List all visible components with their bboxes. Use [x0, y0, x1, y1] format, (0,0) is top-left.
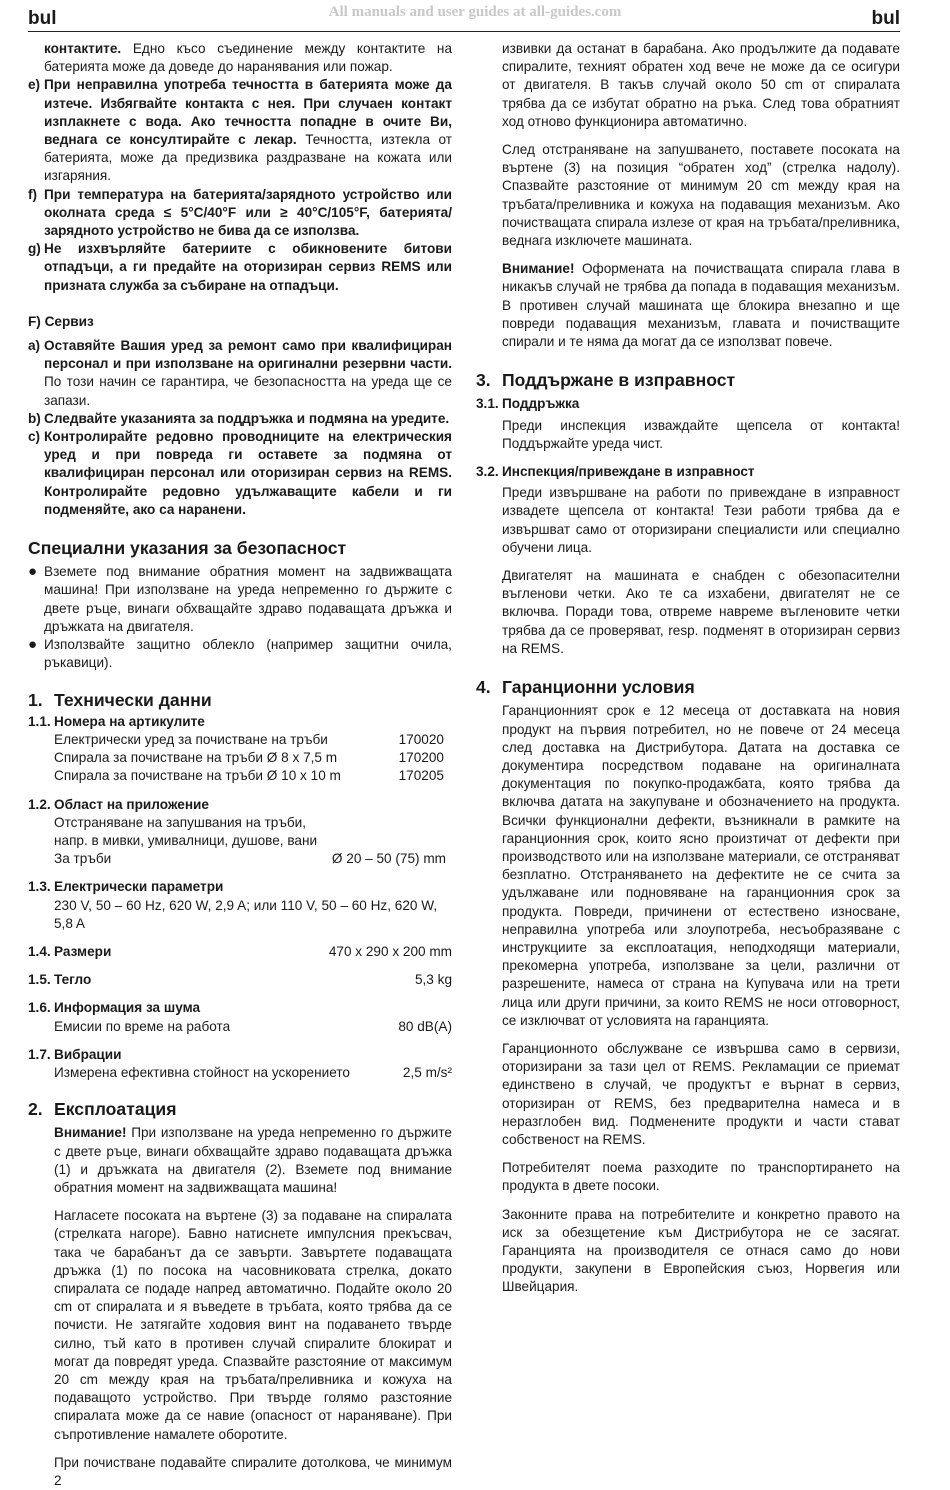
- section-1-4-heading: 1.4. Размери 470 x 290 x 200 mm: [28, 943, 452, 959]
- warranty-text-4: Законните права на потребителите и конкретно правото на иск за обезщетение към Дистрибутора не се засягат. Гаранцията на производителя се отнася само до нови продукти, закупени в Европейския съюз, Норвегия или Швейцария.: [502, 1206, 900, 1295]
- vibration-row: Измерена ефективна стойност на ускорението 2,5 m/s²: [54, 1064, 452, 1080]
- service-item-c: c) Контролирайте редовно проводниците на електрическия уред и при повреда ги оставете за подмяна от квалифициран персонал или оторизиран сервиз на REMS. Контролирайте редовно удължаващите кабели и ги подменяйте, ако са наранени.: [28, 429, 452, 517]
- article-numbers: [28, 731, 452, 786]
- section-2-heading: 2. Експлоатация: [28, 1099, 177, 1120]
- section-1-heading: 1. Технически данни: [28, 689, 212, 710]
- section-3-1-heading: 3.1. Поддръжка: [476, 396, 580, 412]
- header-language-left: bul: [28, 8, 57, 29]
- maintenance-text: Преди инспекция изваждайте щепсела от контакта! Поддържайте уреда чист.: [502, 417, 900, 451]
- table-row: Електрически уред за почистване на тръби 170020: [54, 731, 444, 747]
- section-3-heading: 3. Поддържане в изправност: [476, 370, 736, 391]
- electrical-params: 230 V, 50 – 60 Hz, 620 W, 2,9 A; или 110 V, 50 – 60 Hz, 620 W, 5,8 A: [54, 897, 438, 931]
- watermark: All manuals and user guides at all-guides.com: [328, 4, 622, 20]
- service-heading: F) Сервиз: [28, 313, 94, 329]
- warranty-text-3: Потребителят поема разходите по транспортирането на продукта в двете посоки.: [502, 1160, 900, 1194]
- warranty-text-1: Гаранционният срок е 12 месеца от доставката на новия продукт на първия потребител, но не повече от 24 месеца след доставка на Дистрибутора. Датата на доставка се документира посредством подаване на оригиналната документация по покупко-продажбата, която трябва да включва датата на закупуване и обозначението на продукта. Всички функционални дефекти, възникнали в рамките на гаранционния срок, които ясно произтичат от дефекти при производството или на използване материали, се отстраняват безплатно. Отстраняването на дефектите не се счита за удължаване или подновяване на гаранционния срок за продукта. Повреди, причинени от естествено износване, неправилна употреба или злоупотреба, несъобразяване с инструкциите за експлоатация, неподходящи материали, прекомерна употреба, използване за цели, различни от разрешените, намеса от страна на Купувача или на трети лица или други причини, за които REMS не носи отговорност, се изключват от условията на гаранцията.: [502, 703, 900, 1028]
- operation-text-2: При почистване подавайте спиралите дотолкова, че минимум 2: [54, 1454, 452, 1489]
- application-area: Отстраняване на запушвания на тръби, напр. в мивки, умивалници, душове, вани За тръби Ø 20 – 50 (75) mm: [54, 814, 446, 867]
- noise-row: Емисии по време на работа 80 dB(A): [54, 1018, 452, 1034]
- operation-text-2-cont: извивки да останат в барабана. Ако продължите да подавате спиралите, техният обратен ход вече не може да се осигури от двигателя. В такъв случай около 50 cm от спиралата трябва да се избутат обратно на ръка. След това обратният ход отново функционира автоматично.: [502, 41, 900, 129]
- section-1-7-heading: 1.7. Вибрации: [28, 1046, 122, 1062]
- header-rule: [28, 31, 900, 32]
- section-1-2-heading: 1.2. Област на приложение: [28, 796, 209, 812]
- list-item-g: g) Не изхвърляйте батериите с обикновените битови отпадъци, а ги предайте на оторизиран сервиз REMS или призната служба за събиране на отпадъци.: [28, 241, 452, 293]
- special-bullet-1: ● Вземете под внимание обратния момент на задвижващата машина! При използване на уреда непременно го държите с двете ръце, винаги обхващайте здраво подаващата дръжка и дръжката на двигателя.: [28, 563, 452, 634]
- section-1-3-heading: 1.3. Електрически параметри: [28, 879, 224, 895]
- header-language-right: bul: [871, 8, 900, 29]
- special-heading: Специални указания за безопасност: [28, 538, 347, 559]
- operation-text-3: След отстраняване на запушването, поставете посоката на въртене (3) на позиция “обратен ход” (стрелка надолу). Спазвайте разстояние от минимум 20 cm между края на тръбата/преливника и кожуха на подаващия механизъм. Ако почистващата спирала излезе от края на тръбата/преливника, веднага изключете машината.: [502, 142, 900, 249]
- table-row: Спирала за почистване на тръби Ø 8 x 7,5 m 170200: [54, 750, 444, 766]
- left-column: [28, 40, 452, 1490]
- table-row: Спирала за почистване на тръби Ø 10 x 10 m 170205: [54, 768, 444, 784]
- section-1-6-heading: 1.6. Информация за шума: [28, 1000, 201, 1016]
- inspection-text-1: Преди извършване на работи по привеждане в изправност извадете щепсела от контакта! Тези работи трябва да е извършват само от оторизирани специалисти или специално обучени лица.: [502, 485, 900, 555]
- service-item-a: a) Оставяйте Вашия уред за ремонт само при квалифициран персонал и при използване на оригинални резервни части. По този начин се гарантира, че безопасността на уреда ще се запази.: [28, 338, 452, 408]
- section-1-1-heading: 1.1. Номера на артикулите: [28, 713, 205, 729]
- warranty-text-2: Гаранционното обслужване се извършва само в сервизи, оторизирани за тази цел от REMS. Рекламации се приемат единствено в случай, че продуктът е върнат в сервиз, оторизиран от REMS, без предварителна намеса и в неразглобен вид. Подменените продукти и части стават собственост на REMS.: [502, 1040, 900, 1147]
- operation-warning-2: Внимание! Оформената на почистващата спирала глава в никакъв случай не трябва да попада в подаващия механизъм. В противен случай машината ще блокира внезапно и ще повреди подаващия механизъм, главата и почистващите спирали и те няма да могат да се използват повече.: [502, 261, 900, 350]
- operation-warning: Внимание! При използване на уреда непременно го държите с двете ръце, винаги обхващайте здраво подаващата дръжка (1) и дръжката на двигателя (2). Вземете под внимание обратния момент на задвижващата машина!: [54, 1125, 452, 1195]
- operation-text-1: Нагласете посоката на въртене (3) за подаване на спиралата (стрелката нагоре). Бавно натиснете импулсния прекъсвач, така че барабанът да се завърти. Завъртете подаващата дръжка (1) по посока на часовниковата стрелка, докато спиралата се подаде напред автоматично. Подайте около 20 cm от спиралата и я въведете в тръбата, която трябва да се почисти. Не затягайте ходовия винт на подаването твърде силно, тъй като в противен случай спиралите блокират и могат да повредят уреда. Спазвайте разстояние от максимум 20 cm между края на тръбата/преливника и кожуха на подаващото устройство. При твърде голямо разстояние спиралата може да се навие (опасност от нараняване). При съпротивление намалете оборотите.: [54, 1208, 452, 1442]
- inspection-text-2: Двигателят на машината е снабден с обезопасителни въгленови четки. Ако те са изхабени, двигателят не се включва. Поради това, отвреме навреме въгленовите четки трябва да се проверяват, resp. подменят в оторизиран сервиз на REMS.: [502, 568, 900, 656]
- service-item-b: b) Следвайте указанията за поддръжка и подмяна на уредите.: [28, 410, 450, 426]
- right-column: [476, 40, 900, 1297]
- special-bullet-2: ● Използвайте защитно облекло (например защитни очила, ръкавици).: [28, 636, 452, 671]
- list-item-e: e) При неправилна употреба течността в батерията може да изтече. Избягвайте контакта с нея. При случаен контакт изплакнете с вода. Ако течността попадне в очите Ви, веднага се консултирайте с лекар. Течността, изтекла от батерията, може да предизвика раздразване на кожата или изгаряния.: [28, 77, 452, 184]
- section-3-2-heading: 3.2. Инспекция/привеждане в изправност: [476, 464, 755, 480]
- list-item-d-cont: контактите. Едно късо съединение между контактите на батерията може да доведе до наранявания или пожар.: [44, 41, 452, 75]
- section-4-heading: 4. Гаранционни условия: [476, 677, 695, 698]
- list-item-f: f) При температура на батерията/зарядното устройство или околната среда ≤ 5°C/40°F или ≥ 40°C/105°F, батерията/зарядното устройство не бива да се използва.: [28, 186, 452, 239]
- section-1-5-heading: 1.5. Тегло 5,3 kg: [28, 972, 452, 988]
